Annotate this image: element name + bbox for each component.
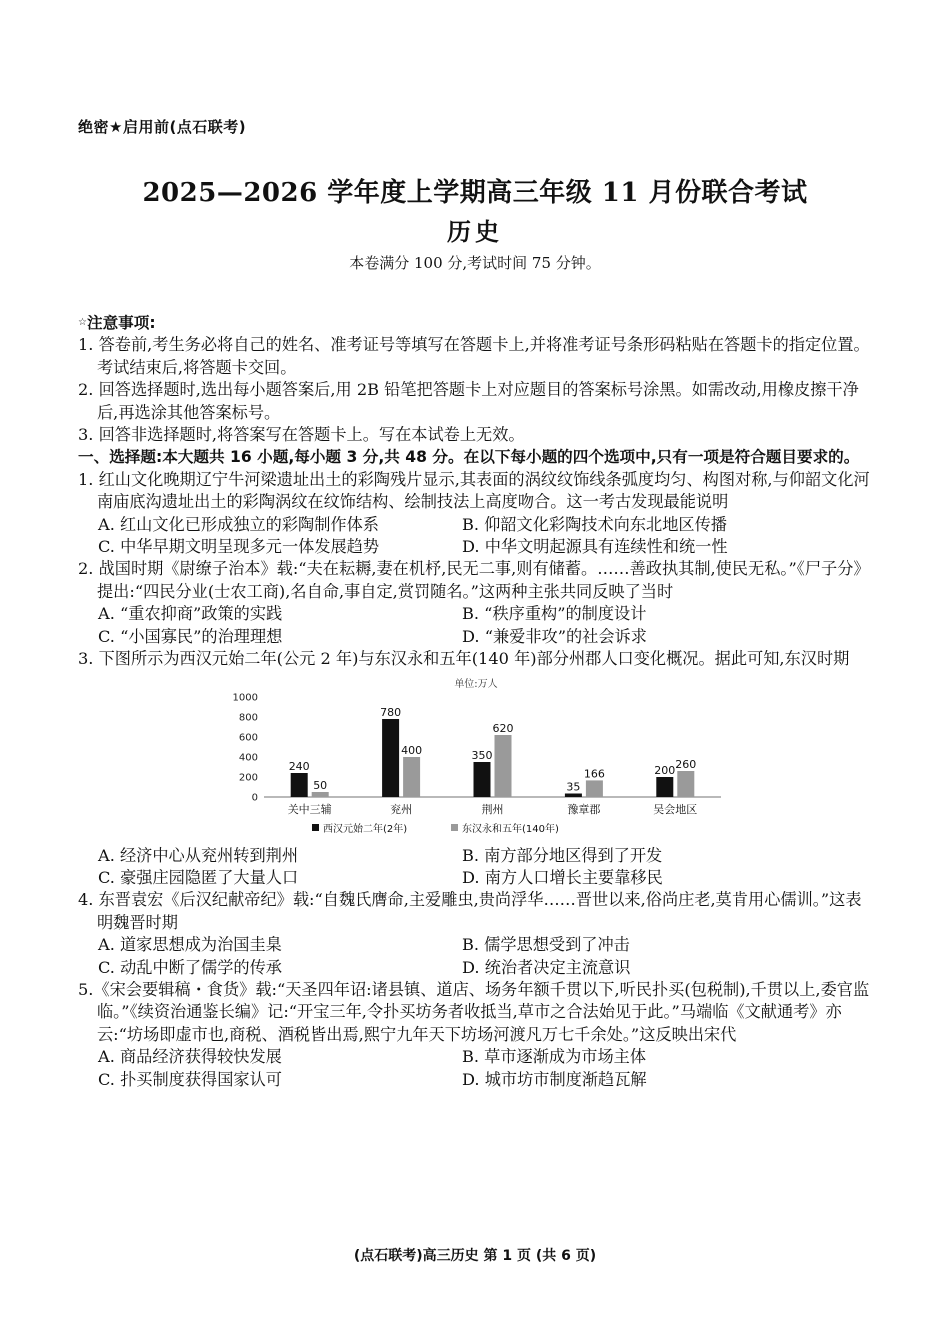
- option-b[interactable]: B. 南方部分地区得到了开发: [462, 845, 663, 865]
- chart-data-label: 240: [288, 759, 310, 773]
- option-a[interactable]: A. 道家思想成为治国圭臬: [98, 935, 282, 955]
- chart-bar: [586, 780, 603, 797]
- chart-legend: [312, 822, 559, 835]
- chart-data-label: 260: [675, 757, 697, 771]
- page-footer: (点石联考)高三历史 第 1 页 (共 6 页): [353, 1248, 597, 1264]
- question-options: [78, 845, 873, 890]
- chart-data-label: 50: [313, 778, 328, 792]
- question-stem: 5.《宋会要辑稿・食货》载:“天圣四年诏:诸县镇、道店、场务年额千贯以下,听民扑买(包税制),千贯以上,委官监临。”《续资治通鉴长编》记:“开宝三年,令扑买坊务者收抵当,草市之合法始见于此。”马端临《文献通考》亦云:“坊场即虚市也,商税、酒税皆出焉,熙宁九年天下坊场河渡凡万七千余处。”这反映出宋代: [78, 979, 870, 1044]
- legend-label: 东汉永和五年(140年): [462, 823, 559, 835]
- chart-y-tick-label: 0: [251, 792, 258, 803]
- legend-swatch: [312, 824, 319, 831]
- question-stem: 1. 红山文化晚期辽宁牛河梁遗址出土的彩陶残片显示,其表面的涡纹纹饰线条弧度均匀、构图对称,与仰韶文化河南庙底沟遗址出土的彩陶涡纹在纹饰结构、绘制技法上高度吻合。这一考古发现最能说明: [78, 469, 870, 512]
- exam-meta: 本卷满分 100 分,考试时间 75 分钟。: [349, 254, 601, 272]
- option-c[interactable]: C. 动乱中断了儒学的传承: [98, 957, 282, 977]
- chart-bar: [291, 773, 308, 797]
- note-item: 1. 答卷前,考生务必将自己的姓名、准考证号等填写在答题卡上,并将准考证号条形码粘贴在答题卡的指定位置。考试结束后,将答题卡交回。: [78, 335, 870, 377]
- option-d[interactable]: D. 统治者决定主流意识: [462, 957, 631, 977]
- chart-data-label: 200: [654, 763, 676, 777]
- chart-bar: [495, 735, 512, 797]
- chart-category-label: 关中三辅: [287, 802, 332, 816]
- confidential-label: 绝密★启用前(点石联考): [78, 118, 247, 136]
- chart-category-label: 兖州: [390, 802, 413, 816]
- exam-body: [78, 312, 873, 1091]
- option-c[interactable]: C. “小国寡民”的治理理想: [98, 626, 283, 646]
- chart-category-label: 吴会地区: [653, 802, 698, 816]
- legend-label: 西汉元始二年(2年): [323, 823, 408, 835]
- chart-data-label: 400: [401, 743, 423, 757]
- subject-title: 历史: [447, 218, 503, 246]
- legend-swatch: [451, 824, 458, 831]
- chart-y-tick-label: 600: [238, 732, 258, 743]
- question-options: [78, 934, 873, 979]
- chart-categories: [288, 802, 698, 816]
- chart-y-tick-label: 800: [238, 712, 258, 723]
- option-a[interactable]: A. 商品经济获得较快发展: [98, 1047, 282, 1067]
- chart-title: 单位:万人: [454, 678, 498, 690]
- option-b[interactable]: B. 儒学思想受到了冲击: [462, 935, 630, 955]
- option-d[interactable]: D. 南方人口增长主要靠移民: [462, 867, 663, 887]
- population-chart: [216, 675, 736, 841]
- option-b[interactable]: B. 仰韶文化彩陶技术向东北地区传播: [462, 514, 727, 534]
- option-d[interactable]: D. 城市坊市制度渐趋瓦解: [462, 1069, 647, 1089]
- option-a[interactable]: A. 经济中心从兖州转到荆州: [98, 845, 299, 865]
- question-stem: 3. 下图所示为西汉元始二年(公元 2 年)与东汉永和五年(140 年)部分州郡人口变化概况。据此可知,东汉时期: [78, 649, 850, 669]
- chart-bar: [312, 792, 329, 797]
- option-c[interactable]: C. 豪强庄园隐匿了大量人口: [98, 867, 299, 887]
- chart-data-label: 350: [471, 748, 493, 762]
- question-stem: 2. 战国时期《尉缭子治本》载:“夫在耘耨,妻在机杼,民无二事,则有储蓄。……善政执其制,使民无私。”《尸子分》提出:“四民分业(士农工商),名自命,事自定,赏罚随名。”这两种主张共同反映了当时: [78, 559, 870, 601]
- population-chart-svg: [216, 675, 736, 841]
- chart-y-tick-label: 1000: [232, 692, 258, 703]
- chart-data-label: 620: [492, 721, 514, 735]
- question-options: [78, 603, 873, 648]
- notes-heading: ☆注意事项:: [78, 314, 156, 332]
- option-d[interactable]: D. “兼爱非攻”的社会诉求: [462, 626, 647, 646]
- chart-y-tick-label: 200: [238, 772, 258, 783]
- chart-bar: [677, 771, 694, 797]
- chart-data-label: 166: [583, 766, 605, 780]
- note-item: 2. 回答选择题时,选出每小题答案后,用 2B 铅笔把答题卡上对应题目的答案标号涂黑。如需改动,用橡皮擦干净后,再选涂其他答案标号。: [78, 380, 859, 422]
- chart-y-tick-label: 400: [238, 752, 258, 763]
- option-c[interactable]: C. 中华早期文明呈现多元一体发展趋势: [98, 537, 380, 557]
- exam-title: 2025—2026 学年度上学期高三年级 11 月份联合考试: [142, 178, 808, 208]
- chart-data-label: 35: [566, 780, 581, 793]
- question-options: [78, 514, 873, 559]
- chart-bar: [656, 777, 673, 797]
- question-options: [78, 1046, 873, 1091]
- chart-y-ticks: [233, 692, 258, 803]
- chart-bar: [474, 762, 491, 797]
- chart-bar: [565, 793, 582, 797]
- option-c[interactable]: C. 扑买制度获得国家认可: [98, 1069, 282, 1089]
- option-a[interactable]: A. “重农抑商”政策的实践: [98, 604, 283, 624]
- section-heading: 一、选择题:本大题共 16 小题,每小题 3 分,共 48 分。在以下每小题的四个选项中,只有一项是符合题目要求的。: [78, 448, 860, 467]
- star-mark: ☆: [78, 317, 87, 328]
- chart-data-label: 780: [380, 705, 402, 719]
- chart-bar: [403, 757, 420, 797]
- chart-category-label: 荆州: [481, 802, 504, 816]
- question-stem: 4. 东晋袁宏《后汉纪献帝纪》载:“自魏氏膺命,主爱雕虫,贵尚浮华……晋世以来,俗尚庄老,莫肯用心儒训。”这表明魏晋时期: [78, 890, 862, 932]
- option-a[interactable]: A. 红山文化已形成独立的彩陶制作体系: [98, 514, 379, 534]
- chart-category-label: 豫章郡: [567, 802, 601, 816]
- option-b[interactable]: B. “秩序重构”的制度设计: [462, 604, 647, 624]
- chart-bars: [289, 706, 697, 797]
- option-b[interactable]: B. 草市逐渐成为市场主体: [462, 1047, 647, 1067]
- note-item: 3. 回答非选择题时,将答案写在答题卡上。写在本试卷上无效。: [78, 425, 525, 445]
- option-d[interactable]: D. 中华文明起源具有连续性和统一性: [462, 537, 728, 557]
- chart-bar: [382, 719, 399, 797]
